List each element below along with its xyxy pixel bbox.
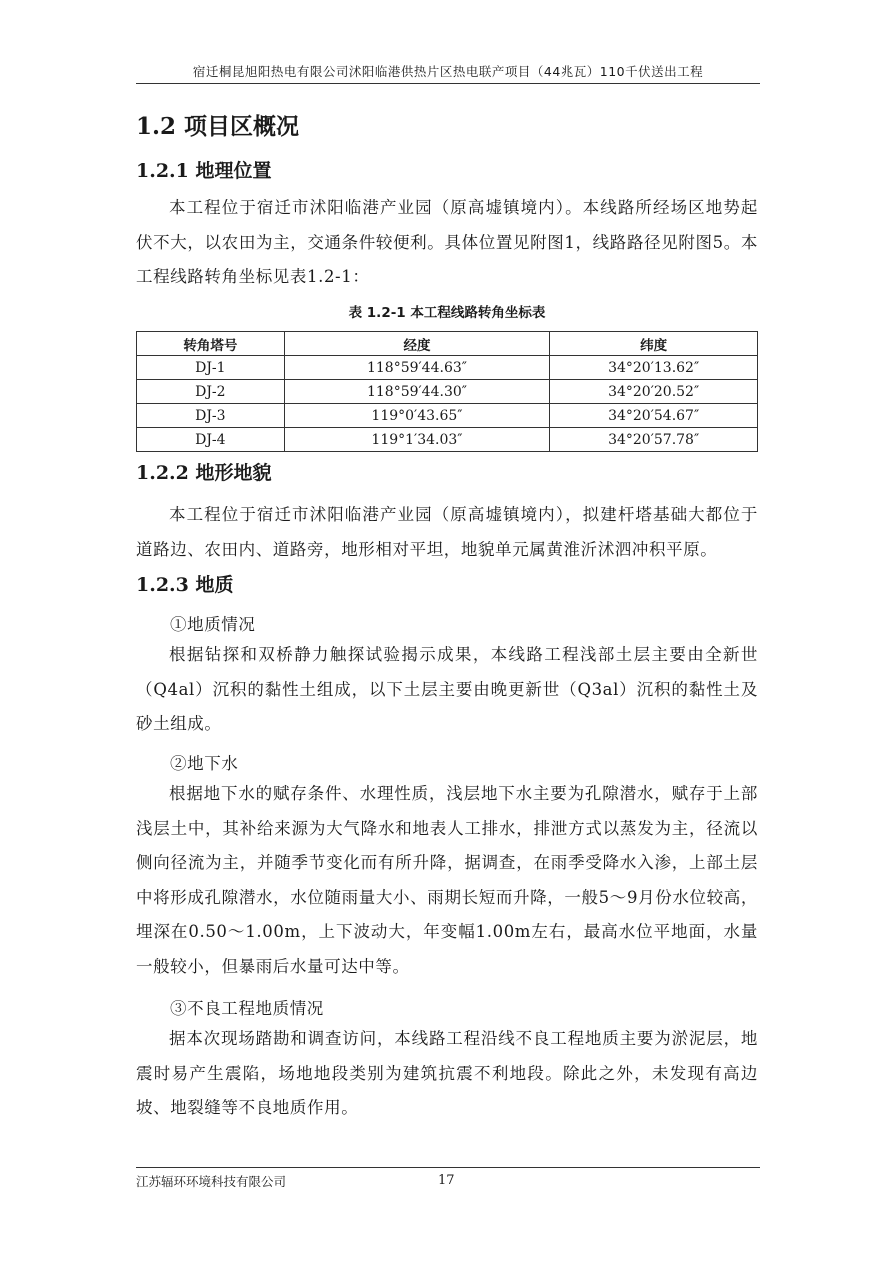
paragraph-groundwater: 根据地下水的赋存条件、水理性质，浅层地下水主要为孔隙潜水，赋存于上部浅层土中，其补给来源为大气降水和地表人工排水，排泄方式以蒸发为主，径流以侧向径流为主，并随季节变化而有所升降，据调查，在雨季受降水入渗，上部土层中将形成孔隙潜水，水位随雨量大小、雨期长短而升降，一般5～9月份水位较高，埋深在0.50～1.00m，上下波动大，年变幅1.00m左右，最高水位平地面，水量一般较小，但暴雨后水量可达中等。 xyxy=(136,784,758,976)
table-row xyxy=(137,380,758,404)
table-row xyxy=(137,356,758,380)
table-row xyxy=(137,428,758,452)
geology-conditions-heading: ①地质情况 xyxy=(170,615,256,634)
table-caption: 表 1.2-1 本工程线路转角坐标表 xyxy=(348,305,546,321)
subsection-title-terrain: 1.2.2 地形地貌 xyxy=(136,462,272,484)
section-title: 1.2 项目区概况 xyxy=(136,113,300,140)
column-header-tower: 转角塔号 xyxy=(137,332,285,356)
paragraph-location: 本工程位于宿迁市沭阳临港产业园（原高墟镇境内）。本线路所经场区地势起伏不大，以农田为主，交通条件较便利。具体位置见附图1，线路路径见附图5。本工程线路转角坐标见表1.2-1： xyxy=(136,198,758,286)
table-cell: 34°20′54.67″ xyxy=(550,404,758,428)
paragraph-terrain: 本工程位于宿迁市沭阳临港产业园（原高墟镇境内），拟建杆塔基础大都位于道路边、农田内、道路旁，地形相对平坦，地貌单元属黄淮沂沭泗冲积平原。 xyxy=(136,505,758,559)
adverse-geology-heading: ③不良工程地质情况 xyxy=(170,999,324,1018)
footer-company: 江苏辐环环境科技有限公司 xyxy=(136,1174,287,1189)
subsection-title-geology: 1.2.3 地质 xyxy=(136,574,234,596)
table-cell: 34°20′20.52″ xyxy=(550,380,758,404)
column-header-latitude: 纬度 xyxy=(550,332,758,356)
table-cell: DJ-1 xyxy=(137,356,285,380)
column-header-longitude: 经度 xyxy=(284,332,550,356)
coordinates-table xyxy=(136,331,758,452)
paragraph-geology: 根据钻探和双桥静力触探试验揭示成果，本线路工程浅部土层主要由全新世（Q4al）沉积的黏性土组成，以下土层主要由晚更新世（Q3al）沉积的黏性土及砂土组成。 xyxy=(136,645,758,733)
table-header-row xyxy=(137,332,758,356)
page-number: 17 xyxy=(438,1173,455,1188)
subsection-title-location: 1.2.1 地理位置 xyxy=(136,160,272,182)
table-cell: 119°0′43.65″ xyxy=(284,404,550,428)
table-cell: DJ-3 xyxy=(137,404,285,428)
footer-rule xyxy=(136,1167,760,1168)
paragraph-adverse-geology: 据本次现场踏勘和调查访问，本线路工程沿线不良工程地质主要为淤泥层，地震时易产生震陷，场地地段类别为建筑抗震不利地段。除此之外，未发现有高边坡、地裂缝等不良地质作用。 xyxy=(136,1029,758,1117)
table-cell: 119°1′34.03″ xyxy=(284,428,550,452)
groundwater-heading: ②地下水 xyxy=(170,754,239,773)
header-rule xyxy=(136,83,760,84)
table-cell: 34°20′57.78″ xyxy=(550,428,758,452)
table-cell: 118°59′44.30″ xyxy=(284,380,550,404)
table-cell: DJ-2 xyxy=(137,380,285,404)
table-row xyxy=(137,404,758,428)
table-cell: DJ-4 xyxy=(137,428,285,452)
table-cell: 34°20′13.62″ xyxy=(550,356,758,380)
running-header: 宿迁桐昆旭阳热电有限公司沭阳临港供热片区热电联产项目（44兆瓦）110千伏送出工程 xyxy=(192,64,704,79)
table-cell: 118°59′44.63″ xyxy=(284,356,550,380)
